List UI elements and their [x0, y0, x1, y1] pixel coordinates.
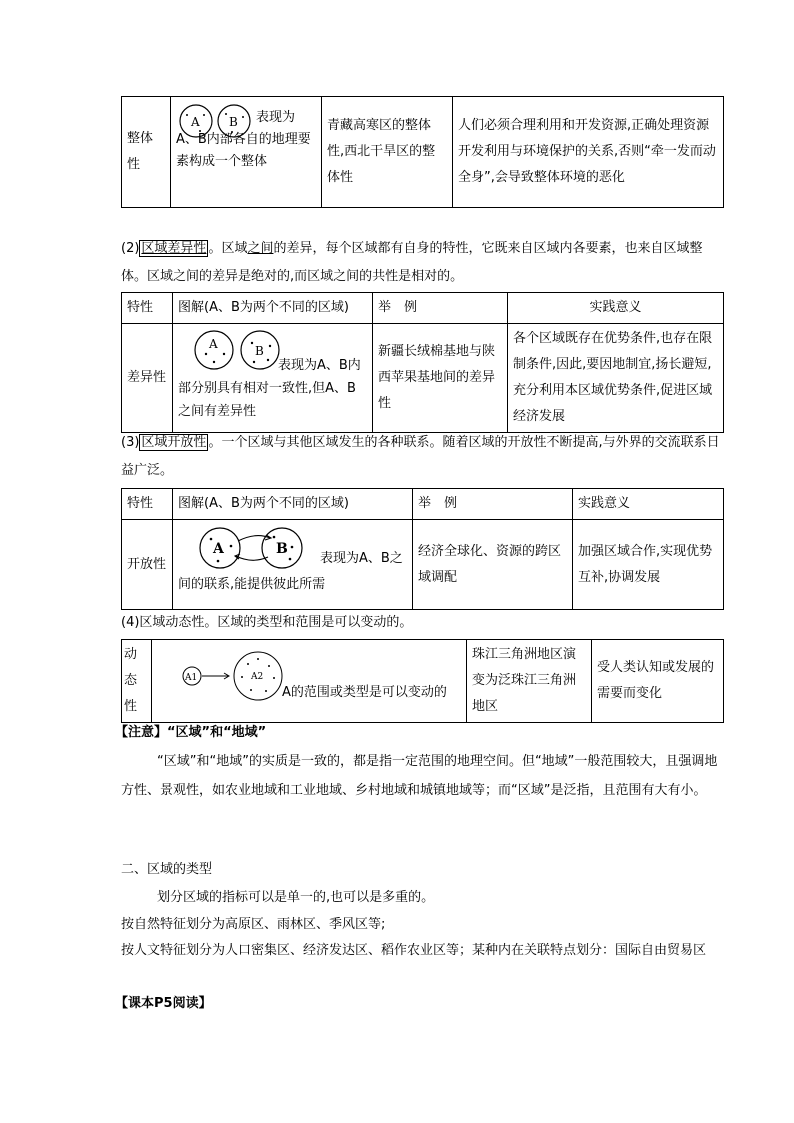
header-meaning: 实践意义: [508, 293, 724, 324]
diagram-description: 表现为A、B内部各自的地理要素构成一个整体: [176, 110, 311, 169]
svg-text:B: B: [276, 541, 288, 557]
diagram-description: A的范围或类型是可以变动的: [282, 685, 447, 700]
section-openness-paragraph: (3) 区域开放性 。一个区域与其他区域发生的各种联系。随着区域的开放性不断提高,与外界的交流联系日益广泛。: [121, 435, 720, 478]
example-cell: 青藏高寒区的整体性,西北干旱区的整体性: [322, 97, 453, 208]
header-diagram: 图解(A、B为两个不同的区域): [173, 489, 413, 520]
meaning-cell: 各个区域既存在优势条件,也存在限制条件,因此,要因地制宜,扬长避短,充分利用本区域优势条件,促进区域经济发展: [508, 324, 724, 433]
diagram-cell: [173, 520, 413, 610]
example-cell: 经济全球化、资源的跨区域调配: [413, 520, 573, 610]
diagram-description: 表现为A、B之间的联系,能提供彼此所需: [178, 551, 403, 592]
integrity-table: [121, 96, 724, 208]
diagram-description: 表现为A、B内部分别具有相对一致性,但A、B之间有差异性: [178, 358, 361, 419]
header-feature: 特性: [122, 293, 173, 324]
section-dynamic-paragraph: (4)区域动态性。区域的类型和范围是可以变动的。: [121, 615, 413, 630]
openness-table: [121, 488, 724, 610]
feature-cell: 差异性: [122, 324, 173, 433]
feature-cell: 开放性: [122, 520, 173, 610]
section-difference-paragraph: (2) 区域差异性 。区域之间的差异，每个区域都有自身的特性，它既来自区域内各要素，也来自区域整体。区域之间的差异是绝对的,而区域之间的共性是相对的。: [121, 241, 703, 284]
note-title: 【注意】“区域”和“地域”: [115, 725, 267, 740]
diagram-cell: [173, 324, 373, 433]
textbook-reading-label: 【课本P5阅读】: [115, 996, 212, 1011]
svg-text:A1: A1: [185, 673, 198, 683]
header-meaning: 实践意义: [573, 489, 724, 520]
svg-text:A: A: [209, 337, 218, 351]
svg-text:B: B: [229, 115, 238, 129]
feature-cell: 整体性: [122, 97, 171, 208]
svg-text:A: A: [213, 541, 224, 557]
header-feature: 特性: [122, 489, 173, 520]
svg-text:A2: A2: [251, 672, 264, 682]
header-example: 举 例: [413, 489, 573, 520]
section-types-line3: 按人文特征划分为人口密集区、经济发达区、稻作农业区等；某种内在关联特点划分：国际自由贸易区: [121, 943, 707, 958]
section-prefix: (3): [121, 435, 140, 450]
note-body: “区域”和“地域”的实质是一致的，都是指一定范围的地理空间。但“地域”一般范围较大，且强调地方性、景观性，如农业地域和工业地域、乡村地域和城镇地域等；而“区域”是泛指，且范围有大有小。: [121, 754, 718, 798]
dynamic-table: [121, 639, 724, 723]
svg-text:A: A: [191, 115, 200, 129]
svg-text:B: B: [255, 344, 264, 358]
section-types-line2: 按自然特征划分为高原区、雨林区、季风区等;: [121, 917, 386, 932]
meaning-cell: 人们必须合理利用和开发资源,正确处理资源开发利用与环境保护的关系,否则“牵一发而动全身”,会导致整体环境的恶化: [453, 97, 724, 208]
term-difference: 区域差异性: [141, 241, 207, 256]
feature-cell: 动态性: [122, 640, 152, 723]
example-cell: 珠江三角洲地区演变为泛珠江三角洲地区: [467, 640, 592, 723]
section-prefix: (2): [121, 241, 140, 256]
example-cell: 新疆长绒棉基地与陕西苹果基地间的差异性: [373, 324, 508, 433]
meaning-cell: 受人类认知或发展的需要而变化: [592, 640, 724, 723]
header-diagram: 图解(A、B为两个不同的区域): [173, 293, 373, 324]
header-example: 举 例: [373, 293, 508, 324]
section-types-line1: 划分区域的指标可以是单一的,也可以是多重的。: [157, 890, 435, 905]
changing-region-diagram: [180, 650, 290, 706]
difference-table: [121, 292, 724, 433]
term-openness: 区域开放性: [141, 435, 207, 450]
diagram-cell: [171, 97, 322, 208]
diagram-cell: [152, 640, 467, 723]
meaning-cell: 加强区域合作,实现优势互补,协调发展: [573, 520, 724, 610]
section-types-title: 二、区域的类型: [121, 862, 213, 877]
